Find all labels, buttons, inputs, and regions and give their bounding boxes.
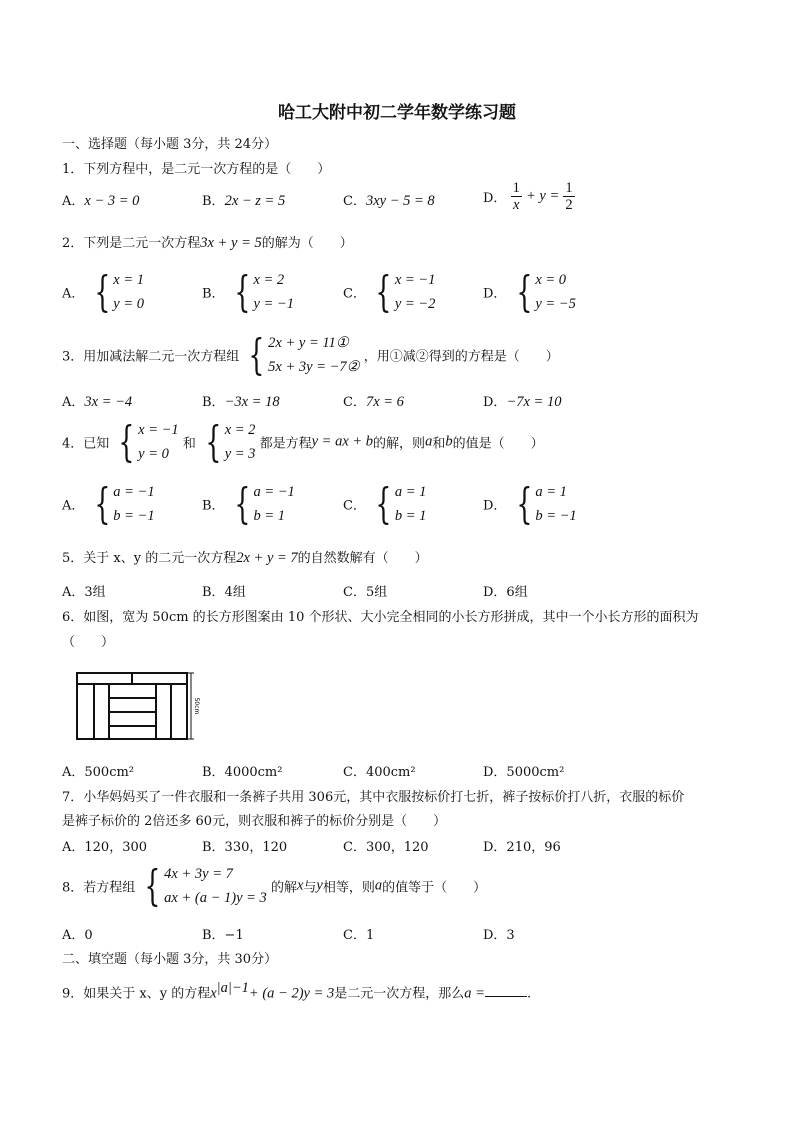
q4-option-c: C． { a = 1 b = 1 [343,479,427,528]
q3-option-a: A．3x = −4 [62,394,133,410]
q6-option-c: C．400cm² [343,765,416,780]
question-1-stem: 1．下列方程中，是二元一次方程的是（ ） [62,162,331,177]
question-3-stem: 3．用加减法解二元一次方程组 { 2x + y = 11① 5x + 3y = −7② ，用①减②得到的方程是（ ） [62,330,559,379]
question-9-stem: 9．如果关于 x、y 的方程$x^{|a|-1}+ (a - 2)y = 3$是二元一次方程，那么a = . [62,980,532,1002]
question-6-stem-line1: 6．如图，宽为 50cm 的长方形图案由 10 个形状、大小完全相同的小长方形拼成，其中一个小长方形的面积为 [62,610,699,625]
question-7-stem-line1: 7．小华妈妈买了一件衣服和一条裤子共用 306元，其中衣服按标价打七折，裤子按标价打八折，衣服的标价 [62,790,685,805]
q2-option-c: C． { x = −1 y = −2 [343,267,436,316]
figure-width-label: 50cm [193,697,200,715]
q3-option-d: D．−7x = 10 [483,394,562,410]
q7-option-c: C．300，120 [343,840,429,855]
q4-option-d: D． { a = 1 b = −1 [483,479,577,528]
q2-option-b: B． { x = 2 y = −1 [202,267,294,316]
q8-option-c: C．1 [343,928,375,943]
q2-option-a: A． { x = 1 y = 0 [62,267,144,316]
q1-option-a: A．x − 3 = 0 [62,193,140,209]
question-5-stem: 5．关于 x、y 的二元一次方程2x + y = 7的自然数解有（ ） [62,550,428,566]
q5-option-b: B．4组 [202,585,246,600]
q4-option-b: B． { a = −1 b = 1 [202,479,295,528]
q4-option-a: A． { a = −1 b = −1 [62,479,155,528]
q8-option-b: B．−1 [202,928,244,943]
q5-option-c: C．5组 [343,585,388,600]
question-8-stem: 8．若方程组 { 4x + 3y = 7 ax + (a − 1)y = 3 的解x与y相等，则a的值等于（ ） [62,861,487,910]
section-heading-choice: 一、选择题（每小题 3分，共 24分） [62,137,278,152]
q8-option-a: A．0 [62,928,93,943]
rectangle-figure [72,668,202,742]
q3-option-b: B．−3x = 18 [202,394,280,410]
q1-option-b: B．2x − z = 5 [202,193,286,209]
q1-option-c: C．3xy − 5 = 8 [343,193,435,209]
question-7-stem-line2: 是裤子标价的 2倍还多 60元，则衣服和裤子的标价分别是（ ） [62,814,447,829]
q2-option-d: D． { x = 0 y = −5 [483,267,576,316]
q6-option-a: A．500cm² [62,765,135,780]
q7-option-d: D．210，96 [483,840,561,855]
page-title: 哈工大附中初二学年数学练习题 [278,103,516,123]
q7-option-b: B．330，120 [202,840,288,855]
q1-option-d: D． $\frac{1}{x}$ + y = $\frac{1}{2}$ [483,180,573,213]
q8-option-d: D．3 [483,928,515,943]
question-2-stem: 2．下列是二元一次方程3x + y = 5的解为（ ） [62,235,353,251]
q6-option-b: B．4000cm² [202,765,283,780]
q3-option-c: C．7x = 6 [343,394,404,410]
question-4-stem: 4．已知 { x = −1 y = 0 和 { x = 2 y = 3 都是方程y = ax + b的解，则a和b的值是（ ） [62,417,544,466]
question-6-stem-line2: （ ） [62,635,115,650]
answer-blank[interactable] [485,982,527,997]
q5-option-a: A．3组 [62,585,106,600]
q6-option-d: D．5000cm² [483,765,565,780]
q5-option-d: D．6组 [483,585,528,600]
section-heading-fill: 二、填空题（每小题 3分，共 30分） [62,952,278,967]
q7-option-a: A．120，300 [62,840,148,855]
